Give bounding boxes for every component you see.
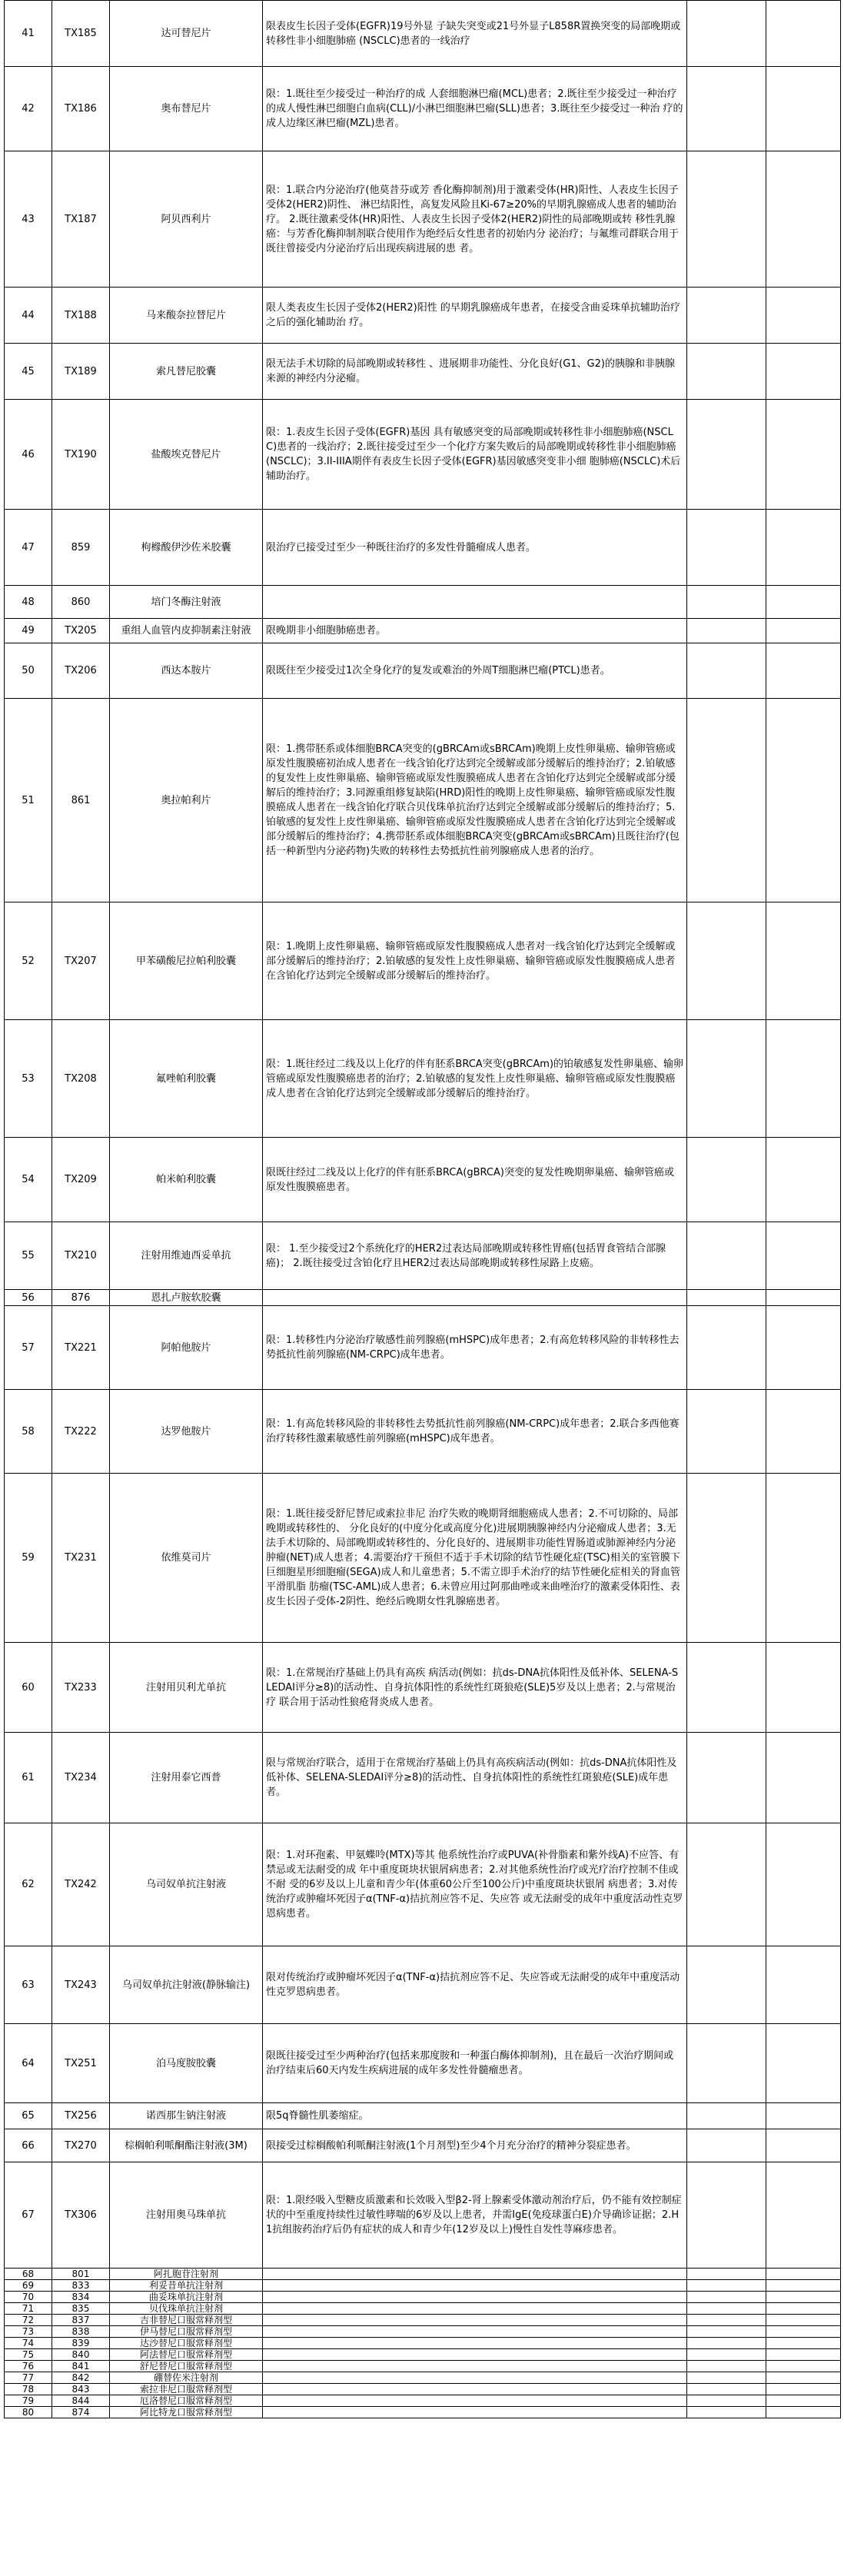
empty-cell — [687, 2292, 766, 2303]
payment-restriction — [263, 2395, 687, 2407]
empty-cell — [687, 2384, 766, 2395]
drug-code: TX270 — [52, 2129, 110, 2162]
drug-name: 硼替佐米注射剂 — [110, 2372, 263, 2384]
table-row — [5, 2384, 841, 2395]
row-number: 56 — [5, 1290, 52, 1306]
drug-name: 索拉非尼口服常释剂型 — [110, 2384, 263, 2395]
empty-cell — [687, 400, 766, 510]
drug-name: 利妥昔单抗注射剂 — [110, 2280, 263, 2292]
table-row — [5, 1823, 841, 1946]
table-row — [5, 2349, 841, 2361]
row-number: 61 — [5, 1733, 52, 1823]
empty-cell — [687, 2315, 766, 2326]
drug-code: TX243 — [52, 1946, 110, 2024]
empty-cell — [766, 2024, 841, 2103]
drug-code: 834 — [52, 2292, 110, 2303]
empty-cell — [687, 2024, 766, 2103]
table-row — [5, 699, 841, 902]
row-number: 41 — [5, 1, 52, 67]
empty-cell — [766, 2372, 841, 2384]
drug-code: 842 — [52, 2372, 110, 2384]
drug-code: TX306 — [52, 2162, 110, 2269]
empty-cell — [687, 2129, 766, 2162]
empty-cell — [766, 2349, 841, 2361]
row-number: 76 — [5, 2361, 52, 2372]
drug-code: 844 — [52, 2395, 110, 2407]
drug-name: 达可替尼片 — [110, 1, 263, 67]
empty-cell — [687, 2349, 766, 2361]
empty-cell — [687, 2361, 766, 2372]
empty-cell — [766, 643, 841, 699]
empty-cell — [766, 2269, 841, 2280]
drug-code: 840 — [52, 2349, 110, 2361]
table-row — [5, 1, 841, 67]
drug-name: 索凡替尼胶囊 — [110, 344, 263, 400]
row-number: 42 — [5, 67, 52, 151]
row-number: 52 — [5, 902, 52, 1020]
empty-cell — [766, 2326, 841, 2338]
row-number: 68 — [5, 2269, 52, 2280]
row-number: 47 — [5, 510, 52, 586]
payment-restriction: 限：1.联合内分泌治疗(他莫昔芬或芳 香化酶抑制剂)用于激素受体(HR)阳性、人表皮生长因子受体2(HER2)阴性、 淋巴结阳性，高复发风险且Ki-67≥20%的早期乳腺癌成人患者的辅助治疗。 2.既往激素受体(HR)阳性、人表皮生长因子受体2(HER2)阴性的局部晚期或转 移性乳腺癌：与芳香化酶抑制剂联合使用作为绝经后女性患者的初始内分 泌治疗；与氟维司群联合用于既往曾接受内分泌治疗后出现疾病进展的患 者。 — [263, 151, 687, 288]
empty-cell — [766, 1390, 841, 1474]
empty-cell — [687, 2103, 766, 2129]
drug-code: TX210 — [52, 1222, 110, 1290]
payment-restriction — [263, 2326, 687, 2338]
payment-restriction — [263, 2384, 687, 2395]
payment-restriction: 限接受过棕榈酸帕利哌酮注射液(1个月剂型)至少4个月充分治疗的精神分裂症患者。 — [263, 2129, 687, 2162]
empty-cell — [766, 2361, 841, 2372]
empty-cell — [687, 1290, 766, 1306]
row-number: 58 — [5, 1390, 52, 1474]
drug-name: 盐酸埃克替尼片 — [110, 400, 263, 510]
empty-cell — [766, 1222, 841, 1290]
drug-code: 833 — [52, 2280, 110, 2292]
row-number: 72 — [5, 2315, 52, 2326]
table-row — [5, 1222, 841, 1290]
table-row — [5, 2395, 841, 2407]
empty-cell — [687, 344, 766, 400]
empty-cell — [766, 151, 841, 288]
payment-restriction — [263, 2349, 687, 2361]
drug-name: 注射用维迪西妥单抗 — [110, 1222, 263, 1290]
payment-restriction: 限：1.有高危转移风险的非转移性去势抵抗性前列腺癌(NM-CRPC)成年患者；2.联合多西他赛治疗转移性激素敏感性前列腺癌(mHSPC)成年患者。 — [263, 1390, 687, 1474]
drug-code: TX221 — [52, 1306, 110, 1390]
drug-name: 贝伐珠单抗注射剂 — [110, 2303, 263, 2315]
drug-name: 棕榈帕利哌酮酯注射液(3M) — [110, 2129, 263, 2162]
table-row — [5, 2103, 841, 2129]
table-row — [5, 344, 841, 400]
table-row — [5, 2338, 841, 2349]
empty-cell — [766, 1643, 841, 1733]
empty-cell — [687, 902, 766, 1020]
table-row — [5, 1946, 841, 2024]
drug-name: 氟唑帕利胶囊 — [110, 1020, 263, 1138]
drug-code: 837 — [52, 2315, 110, 2326]
drug-code: 841 — [52, 2361, 110, 2372]
payment-restriction: 限：1.限经吸入型糖皮质激素和长效吸入型β2-肾上腺素受体激动剂治疗后，仍不能有效控制症状的中至重度持续性过敏性哮喘的6岁及以上患者，并需IgE(免疫球蛋白E)介导确诊证据；2.H1抗组胺药治疗后仍有症状的成人和青少年(12岁及以上)慢性自发性荨麻疹患者。 — [263, 2162, 687, 2269]
drug-code: TX185 — [52, 1, 110, 67]
table-row — [5, 902, 841, 1020]
row-number: 60 — [5, 1643, 52, 1733]
empty-cell — [687, 619, 766, 643]
table-row — [5, 288, 841, 344]
empty-cell — [766, 586, 841, 619]
drug-name: 培门冬酶注射液 — [110, 586, 263, 619]
drug-name: 西达本胺片 — [110, 643, 263, 699]
empty-cell — [766, 2292, 841, 2303]
row-number: 62 — [5, 1823, 52, 1946]
row-number: 65 — [5, 2103, 52, 2129]
empty-cell — [766, 1020, 841, 1138]
empty-cell — [687, 2338, 766, 2349]
empty-cell — [687, 2162, 766, 2269]
empty-cell — [687, 288, 766, 344]
payment-restriction: 限与常规治疗联合，适用于在常规治疗基础上仍具有高疾病活动(例如：抗ds-DNA抗体阳性及低补体、SELENA-SLEDAI评分≥8)的活动性、自身抗体阳性的系统性红斑狼疮(SLE)成年患者。 — [263, 1733, 687, 1823]
row-number: 51 — [5, 699, 52, 902]
table-row — [5, 2024, 841, 2103]
row-number: 69 — [5, 2280, 52, 2292]
drug-name: 达沙替尼口服常释剂型 — [110, 2338, 263, 2349]
drug-name: 阿贝西利片 — [110, 151, 263, 288]
drug-code: 874 — [52, 2407, 110, 2418]
drug-code: 861 — [52, 699, 110, 902]
payment-restriction: 限： 1.至少接受过2个系统化疗的HER2过表达局部晚期或转移性胃癌(包括胃食管结合部腺癌)； 2.既往接受过含铂化疗且HER2过表达局部晚期或转移性尿路上皮癌。 — [263, 1222, 687, 1290]
drug-name: 枸橼酸伊沙佐米胶囊 — [110, 510, 263, 586]
empty-cell — [687, 1020, 766, 1138]
empty-cell — [766, 2162, 841, 2269]
payment-restriction — [263, 2269, 687, 2280]
drug-name: 泊马度胺胶囊 — [110, 2024, 263, 2103]
drug-code: TX251 — [52, 2024, 110, 2103]
row-number: 78 — [5, 2384, 52, 2395]
drug-name: 乌司奴单抗注射液(静脉输注) — [110, 1946, 263, 2024]
drug-name: 甲苯磺酸尼拉帕利胶囊 — [110, 902, 263, 1020]
empty-cell — [687, 1306, 766, 1390]
empty-cell — [687, 1138, 766, 1222]
drug-name: 厄洛替尼口服常释剂型 — [110, 2395, 263, 2407]
empty-cell — [687, 2395, 766, 2407]
empty-cell — [687, 586, 766, 619]
drug-code: 801 — [52, 2269, 110, 2280]
empty-cell — [766, 1946, 841, 2024]
drug-code: TX187 — [52, 151, 110, 288]
drug-code: 860 — [52, 586, 110, 619]
empty-cell — [766, 902, 841, 1020]
row-number: 77 — [5, 2372, 52, 2384]
payment-restriction — [263, 2372, 687, 2384]
empty-cell — [766, 2103, 841, 2129]
row-number: 73 — [5, 2326, 52, 2338]
row-number: 44 — [5, 288, 52, 344]
payment-restriction: 限：1.既往接受舒尼替尼或索拉非尼 治疗失败的晚期肾细胞癌成人患者；2.不可切除的、局部晚期或转移性的、 分化良好的(中度分化或高度分化)进展期胰腺神经内分泌瘤成人患者；3.无法手术切除的、局部晚期或转移性的、分化良好的、进展期非功能性胃肠道或肺源神经内分泌肿瘤(NET)成人患者；4.需要治疗干预但不适于手术切除的结节性硬化症(TSC)相关的室管膜下巨细胞星形细胞瘤(SEGA)成人和儿童患者；5.不需立即手术治疗的结节性硬化症相关的肾血管平滑肌脂 肪瘤(TSC-AML)成人患者；6.未曾应用过阿那曲唑或来曲唑治疗的激素受体阳性、表皮生长因子受体-2阴性、绝经后晚期女性乳腺癌患者。 — [263, 1474, 687, 1643]
row-number: 43 — [5, 151, 52, 288]
row-number: 75 — [5, 2349, 52, 2361]
table-row — [5, 1474, 841, 1643]
payment-restriction: 限既往经过二线及以上化疗的伴有胚系BRCA(gBRCA)突变的复发性晚期卵巢癌、输卵管癌或原发性腹膜癌患者。 — [263, 1138, 687, 1222]
drug-name: 注射用奥马珠单抗 — [110, 2162, 263, 2269]
drug-code: TX186 — [52, 67, 110, 151]
payment-restriction: 限5q脊髓性肌萎缩症。 — [263, 2103, 687, 2129]
empty-cell — [766, 67, 841, 151]
row-number: 48 — [5, 586, 52, 619]
table-row — [5, 586, 841, 619]
drug-code: TX256 — [52, 2103, 110, 2129]
row-number: 59 — [5, 1474, 52, 1643]
table-row — [5, 2372, 841, 2384]
empty-cell — [687, 67, 766, 151]
row-number: 79 — [5, 2395, 52, 2407]
drug-code: TX208 — [52, 1020, 110, 1138]
empty-cell — [766, 2315, 841, 2326]
table-row — [5, 2315, 841, 2326]
empty-cell — [687, 1474, 766, 1643]
empty-cell — [687, 1733, 766, 1823]
table-row — [5, 643, 841, 699]
drug-code: 835 — [52, 2303, 110, 2315]
row-number: 55 — [5, 1222, 52, 1290]
drug-name: 恩扎卢胺软胶囊 — [110, 1290, 263, 1306]
payment-restriction: 限治疗已接受过至少一种既往治疗的多发性骨髓瘤成人患者。 — [263, 510, 687, 586]
empty-cell — [687, 2326, 766, 2338]
row-number: 57 — [5, 1306, 52, 1390]
payment-restriction — [263, 1290, 687, 1306]
drug-name: 舒尼替尼口服常释剂型 — [110, 2361, 263, 2372]
drug-code: 839 — [52, 2338, 110, 2349]
row-number: 45 — [5, 344, 52, 400]
table-row — [5, 1733, 841, 1823]
empty-cell — [687, 2280, 766, 2292]
row-number: 70 — [5, 2292, 52, 2303]
table-row — [5, 619, 841, 643]
row-number: 53 — [5, 1020, 52, 1138]
empty-cell — [687, 643, 766, 699]
empty-cell — [766, 2407, 841, 2418]
table-row — [5, 2361, 841, 2372]
empty-cell — [766, 619, 841, 643]
table-row — [5, 510, 841, 586]
payment-restriction: 限：1.携带胚系或体细胞BRCA突变的(gBRCAm或sBRCAm)晚期上皮性卵巢癌、输卵管癌或原发性腹膜癌初治成人患者在一线含铂化疗达到完全缓解或部分缓解后的维持治疗；2.铂敏感的复发性上皮性卵巢癌、输卵管癌或原发性腹膜癌成人患者在含铂化疗达到完全缓解或部分缓解后的维持治疗；3.同源重组修复缺陷(HRD)阳性的晚期上皮性卵巢癌、输卵管癌或原发性腹膜癌成人患者在一线含铂化疗联合贝伐珠单抗治疗达到完全缓解或部分缓解后的维持治疗；5.铂敏感的复发性上皮性卵巢癌、输卵管癌或原发性腹膜癌成人患者在含铂化疗达到完全缓解或部分缓解后的维持治疗；4.携带胚系或体细胞BRCA突变(gBRCAm或sBRCAm)且既往治疗(包括一种新型内分泌药物)失败的转移性去势抵抗性前列腺癌成人患者的治疗。 — [263, 699, 687, 902]
table-row — [5, 1020, 841, 1138]
drug-name: 奥拉帕利片 — [110, 699, 263, 902]
payment-restriction: 限既往至少接受过1次全身化疗的复发或难治的外周T细胞淋巴瘤(PTCL)患者。 — [263, 643, 687, 699]
empty-cell — [766, 1306, 841, 1390]
drug-code: TX190 — [52, 400, 110, 510]
empty-cell — [766, 510, 841, 586]
empty-cell — [766, 2338, 841, 2349]
payment-restriction — [263, 2303, 687, 2315]
drug-code: TX206 — [52, 643, 110, 699]
empty-cell — [687, 510, 766, 586]
drug-name: 奥布替尼片 — [110, 67, 263, 151]
drug-name: 阿扎胞苷注射剂 — [110, 2269, 263, 2280]
empty-cell — [687, 2303, 766, 2315]
empty-cell — [766, 2384, 841, 2395]
payment-restriction: 限：1.既往经过二线及以上化疗的伴有胚系BRCA突变(gBRCAm)的铂敏感复发性卵巢癌、输卵管癌或原发性腹膜癌患者的治疗；2.铂敏感的复发性上皮性卵巢癌、输卵管癌或原发性腹膜癌成人患者在含铂化疗达到完全缓解或部分缓解后的维持治疗。 — [263, 1020, 687, 1138]
empty-cell — [687, 1643, 766, 1733]
table-row — [5, 2280, 841, 2292]
empty-cell — [766, 1733, 841, 1823]
drug-name: 依维莫司片 — [110, 1474, 263, 1643]
empty-cell — [687, 1, 766, 67]
table-row — [5, 1643, 841, 1733]
payment-restriction — [263, 2315, 687, 2326]
drug-code: TX231 — [52, 1474, 110, 1643]
table-row — [5, 1306, 841, 1390]
drug-name: 吉非替尼口服常释剂型 — [110, 2315, 263, 2326]
table-row — [5, 2269, 841, 2280]
empty-cell — [766, 1823, 841, 1946]
drug-code: TX242 — [52, 1823, 110, 1946]
payment-restriction: 限：1.转移性内分泌治疗敏感性前列腺癌(mHSPC)成年患者；2.有高危转移风险的非转移性去势抵抗性前列腺癌(NM-CRPC)成年患者。 — [263, 1306, 687, 1390]
drug-list-body — [5, 1, 841, 2418]
payment-restriction: 限表皮生长因子受体(EGFR)19号外显 子缺失突变或21号外显子L858R置换突变的局部晚期或转移性非小细胞肺癌 (NSCLC)患者的一线治疗 — [263, 1, 687, 67]
payment-restriction: 限对传统治疗或肿瘤坏死因子α(TNF-α)拮抗剂应答不足、失应答或无法耐受的成年中重度活动性克罗恩病患者。 — [263, 1946, 687, 2024]
table-row — [5, 2303, 841, 2315]
drug-code: TX189 — [52, 344, 110, 400]
drug-code: TX209 — [52, 1138, 110, 1222]
table-row — [5, 151, 841, 288]
payment-restriction — [263, 2407, 687, 2418]
empty-cell — [766, 1474, 841, 1643]
payment-restriction: 限：1.晚期上皮性卵巢癌、输卵管癌或原发性腹膜癌成人患者对一线含铂化疗达到完全缓解或部分缓解后的维持治疗；2.铂敏感的复发性上皮性卵巢癌、输卵管癌或原发性腹膜癌成人患者在含铂化疗达到完全缓解或部分缓解后的维持治疗。 — [263, 902, 687, 1020]
drug-list-table — [4, 0, 841, 2418]
empty-cell — [687, 151, 766, 288]
drug-name: 伊马替尼口服常释剂型 — [110, 2326, 263, 2338]
table-row — [5, 1138, 841, 1222]
empty-cell — [766, 2303, 841, 2315]
drug-code: 843 — [52, 2384, 110, 2395]
drug-name: 诺西那生钠注射液 — [110, 2103, 263, 2129]
drug-code: TX234 — [52, 1733, 110, 1823]
drug-name: 阿比特龙口服常释剂型 — [110, 2407, 263, 2418]
payment-restriction — [263, 2280, 687, 2292]
table-row — [5, 1390, 841, 1474]
payment-restriction: 限：1.表皮生长因子受体(EGFR)基因 具有敏感突变的局部晚期或转移性非小细胞肺癌(NSCLC)患者的一线治疗；2.既往接受过至少一个化疗方案失败后的局部晚期或转移性非小细胞肺癌 (NSCLC)；3.II-IIIA期伴有表皮生长因子受体(EGFR)基因敏感突变非小细 胞肺癌(NSCLC)术后辅助治疗。 — [263, 400, 687, 510]
drug-name: 曲妥珠单抗注射剂 — [110, 2292, 263, 2303]
row-number: 74 — [5, 2338, 52, 2349]
drug-name: 注射用贝利尤单抗 — [110, 1643, 263, 1733]
drug-name: 达罗他胺片 — [110, 1390, 263, 1474]
drug-name: 阿帕他胺片 — [110, 1306, 263, 1390]
table-row — [5, 2129, 841, 2162]
table-row — [5, 2162, 841, 2269]
payment-restriction — [263, 2361, 687, 2372]
row-number: 54 — [5, 1138, 52, 1222]
empty-cell — [766, 1290, 841, 1306]
drug-name: 注射用泰它西普 — [110, 1733, 263, 1823]
drug-code: TX205 — [52, 619, 110, 643]
empty-cell — [687, 1946, 766, 2024]
drug-name: 重组人血管内皮抑制素注射液 — [110, 619, 263, 643]
payment-restriction — [263, 2292, 687, 2303]
drug-name: 帕米帕利胶囊 — [110, 1138, 263, 1222]
payment-restriction: 限：1.对环孢素、甲氨蝶呤(MTX)等其 他系统性治疗或PUVA(补骨脂素和紫外线A)不应答、有禁忌或无法耐受的成 年中重度斑块状银屑病患者；2.对其他系统性治疗或光疗治疗控制不佳或不耐 受的6岁及以上儿童和青少年(体重60公斤至100公斤)中重度斑块状银屑 病患者；3.对传统治疗或肿瘤坏死因子α(TNF-α)拮抗剂应答不足、失应答 或无法耐受的成年中重度活动性克罗恩病患者。 — [263, 1823, 687, 1946]
row-number: 67 — [5, 2162, 52, 2269]
drug-code: TX188 — [52, 288, 110, 344]
empty-cell — [766, 1, 841, 67]
table-row — [5, 1290, 841, 1306]
drug-code: 876 — [52, 1290, 110, 1306]
empty-cell — [687, 2269, 766, 2280]
empty-cell — [766, 288, 841, 344]
empty-cell — [687, 699, 766, 902]
empty-cell — [687, 1390, 766, 1474]
table-row — [5, 2407, 841, 2418]
payment-restriction — [263, 2338, 687, 2349]
payment-restriction — [263, 586, 687, 619]
table-row — [5, 2326, 841, 2338]
empty-cell — [687, 2372, 766, 2384]
drug-name: 马来酸奈拉替尼片 — [110, 288, 263, 344]
payment-restriction: 限：1.在常规治疗基础上仍具有高疾 病活动(例如：抗ds-DNA抗体阳性及低补体、SELENA-SLEDAI评分≥8)的活动性、自身抗体阳性的系统性红斑狼疮(SLE)5岁及以上患者；2.与常规治疗 联合用于活动性狼疮肾炎成人患者。 — [263, 1643, 687, 1733]
payment-restriction: 限：1.既往至少接受过一种治疗的成 人套细胞淋巴瘤(MCL)患者；2.既往至少接受过一种治疗的成人慢性淋巴细胞白血病(CLL)/小淋巴细胞淋巴瘤(SLL)患者；3.既往至少接受过一种治 疗的成人边缘区淋巴瘤(MZL)患者。 — [263, 67, 687, 151]
table-row — [5, 2292, 841, 2303]
drug-code: 859 — [52, 510, 110, 586]
empty-cell — [687, 1222, 766, 1290]
payment-restriction: 限既往接受过至少两种治疗(包括来那度胺和一种蛋白酶体抑制剂)，且在最后一次治疗期间或治疗结束后60天内发生疾病进展的成年多发性骨髓瘤患者。 — [263, 2024, 687, 2103]
row-number: 64 — [5, 2024, 52, 2103]
drug-name: 乌司奴单抗注射液 — [110, 1823, 263, 1946]
payment-restriction: 限无法手术切除的局部晚期或转移性 、进展期非功能性、分化良好(G1、G2)的胰腺和非胰腺来源的神经内分泌瘤。 — [263, 344, 687, 400]
row-number: 66 — [5, 2129, 52, 2162]
payment-restriction: 限晚期非小细胞肺癌患者。 — [263, 619, 687, 643]
table-row — [5, 67, 841, 151]
empty-cell — [766, 2280, 841, 2292]
table-row — [5, 400, 841, 510]
drug-code: TX222 — [52, 1390, 110, 1474]
empty-cell — [766, 344, 841, 400]
payment-restriction: 限人类表皮生长因子受体2(HER2)阳性 的早期乳腺癌成年患者，在接受含曲妥珠单抗辅助治疗之后的强化辅助治 疗。 — [263, 288, 687, 344]
row-number: 46 — [5, 400, 52, 510]
drug-name: 阿法替尼口服常释剂型 — [110, 2349, 263, 2361]
row-number: 50 — [5, 643, 52, 699]
empty-cell — [766, 699, 841, 902]
drug-code: TX233 — [52, 1643, 110, 1733]
row-number: 63 — [5, 1946, 52, 2024]
row-number: 80 — [5, 2407, 52, 2418]
drug-code: 838 — [52, 2326, 110, 2338]
empty-cell — [766, 2129, 841, 2162]
empty-cell — [687, 1823, 766, 1946]
empty-cell — [687, 2407, 766, 2418]
row-number: 49 — [5, 619, 52, 643]
empty-cell — [766, 2395, 841, 2407]
empty-cell — [766, 1138, 841, 1222]
empty-cell — [766, 400, 841, 510]
drug-code: TX207 — [52, 902, 110, 1020]
row-number: 71 — [5, 2303, 52, 2315]
